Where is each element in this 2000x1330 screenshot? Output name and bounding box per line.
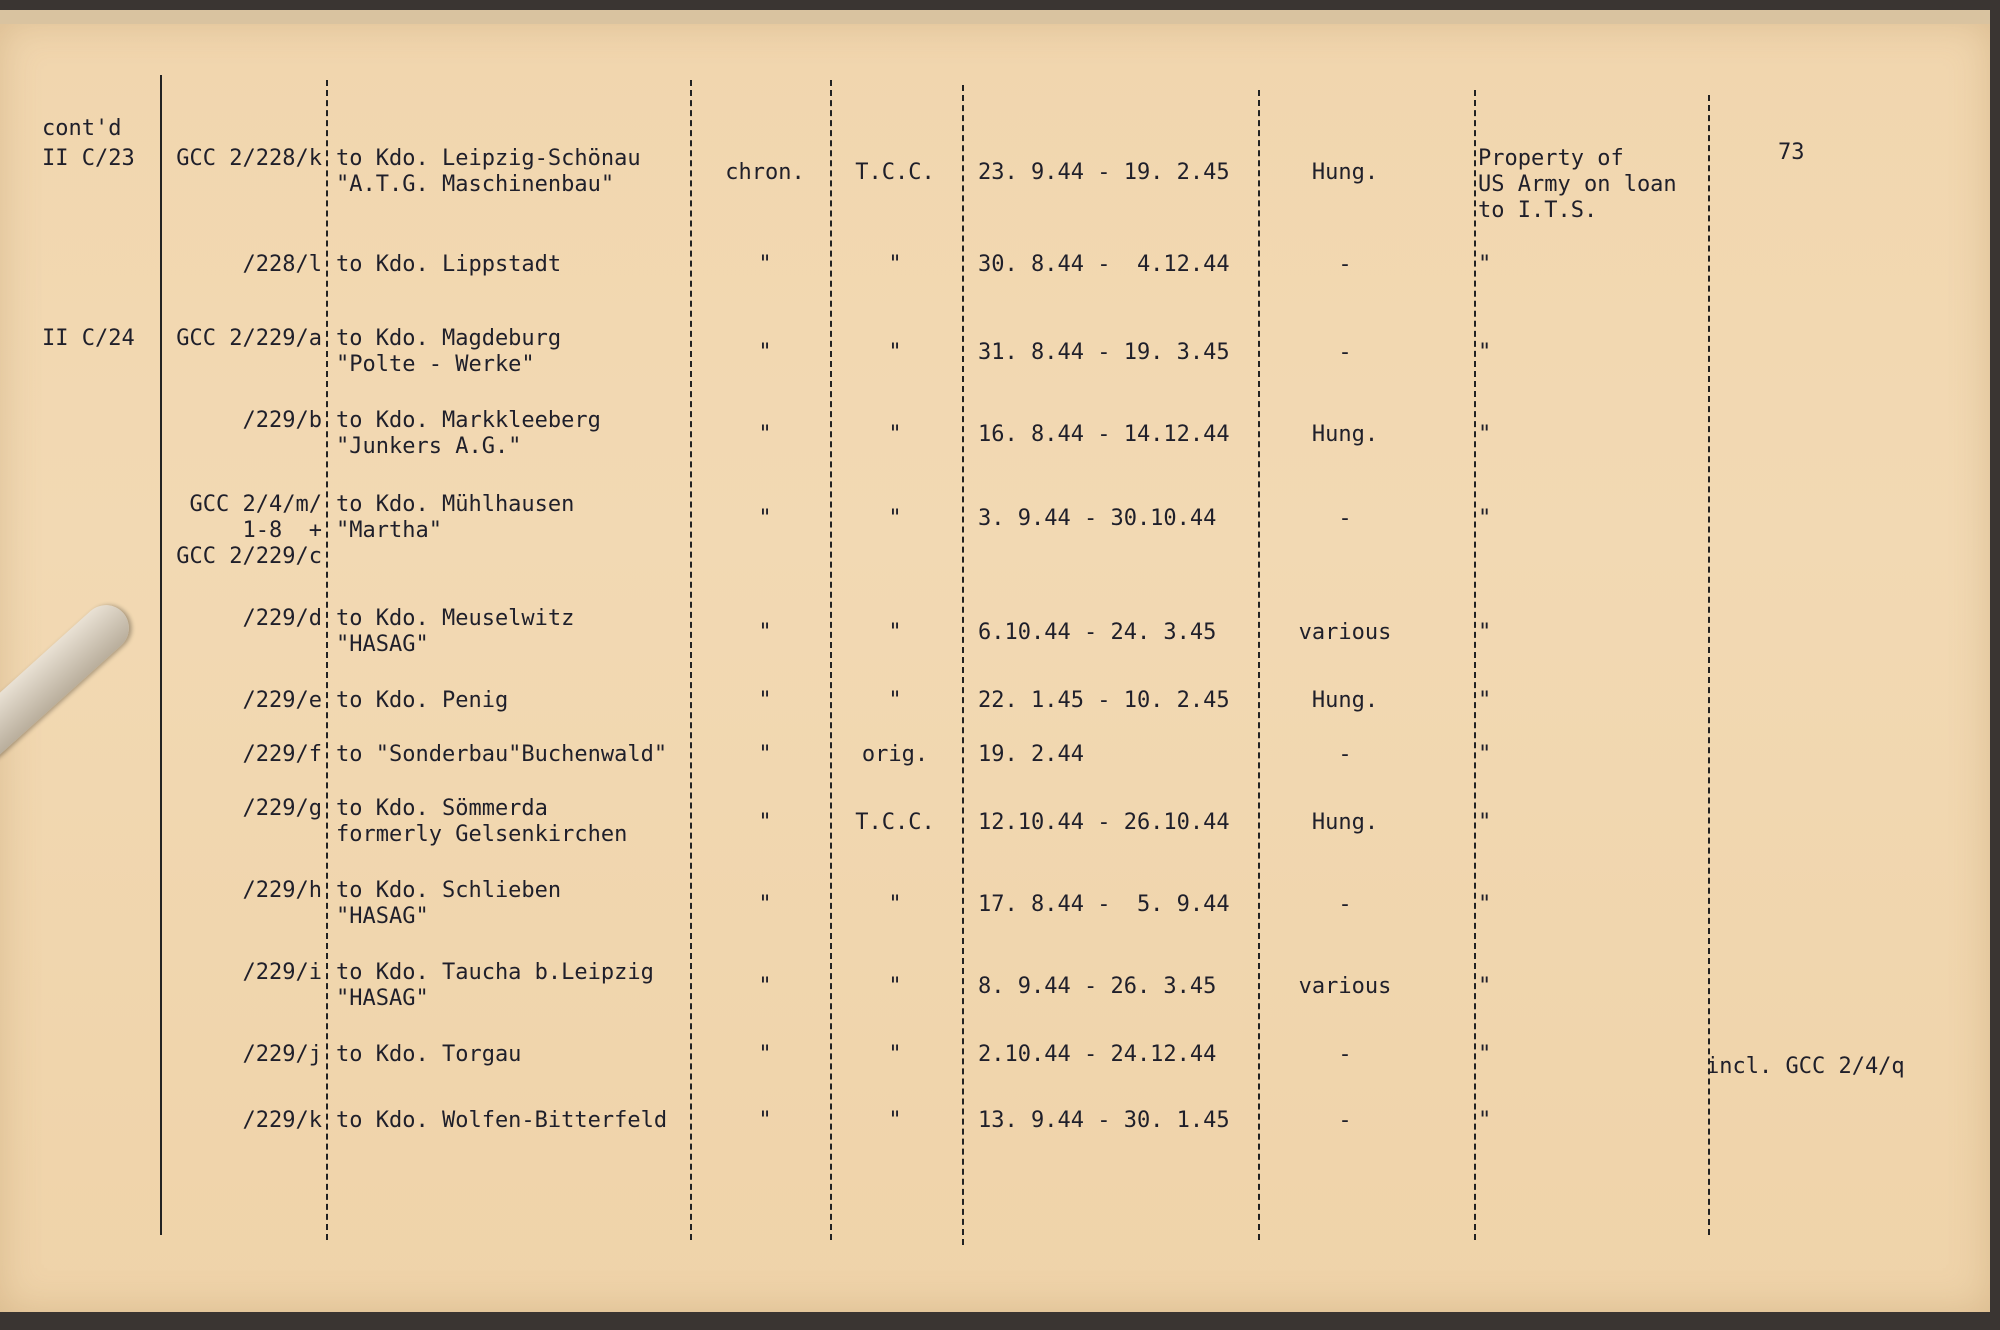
cell-lang: Hung. — [1311, 810, 1379, 835]
cell-remark: " — [1478, 252, 1492, 277]
cell-remark: " — [1478, 422, 1492, 447]
cell-lang: various — [1298, 620, 1392, 645]
cell-lang: Hung. — [1311, 160, 1379, 185]
cell-remark: " — [1478, 974, 1492, 999]
column-rule-1 — [160, 75, 162, 1235]
cell-dates: 19. 2.44 — [978, 742, 1084, 767]
cell-type: " — [758, 422, 772, 447]
cell-dest: to Kdo. Markkleeberg "Junkers A.G." — [336, 408, 601, 459]
column-rule-2 — [326, 80, 328, 1240]
cell-file: GCC 2/228/k — [176, 146, 322, 171]
cell-remark: " — [1478, 340, 1492, 365]
cell-file: /229/k — [242, 1108, 322, 1133]
cell-file: /229/d — [242, 606, 322, 631]
cell-remark: " — [1478, 1108, 1492, 1133]
column-rule-3 — [690, 80, 692, 1240]
cell-dest: to Kdo. Sömmerda formerly Gelsenkirchen — [336, 796, 628, 847]
cell-dest: to Kdo. Meuselwitz "HASAG" — [336, 606, 575, 657]
cell-dates: 13. 9.44 - 30. 1.45 — [978, 1108, 1230, 1133]
cell-file: /229/e — [242, 688, 322, 713]
cell-file: /228/l — [242, 252, 322, 277]
cell-cond: " — [888, 974, 902, 999]
cell-type: " — [758, 974, 772, 999]
cell-dates: 12.10.44 - 26.10.44 — [978, 810, 1230, 835]
cell-dest: to Kdo. Schlieben "HASAG" — [336, 878, 562, 929]
cell-type: " — [758, 252, 772, 277]
cell-dates: 30. 8.44 - 4.12.44 — [978, 252, 1230, 277]
cell-cond: " — [888, 620, 902, 645]
cell-type: " — [758, 810, 772, 835]
cell-dates: 6.10.44 - 24. 3.45 — [978, 620, 1217, 645]
cell-file: /229/j — [242, 1042, 322, 1067]
cell-lang: - — [1338, 340, 1352, 365]
cell-type: " — [758, 688, 772, 713]
cell-lang: - — [1338, 252, 1352, 277]
cell-cond: " — [888, 340, 902, 365]
cell-cond: " — [888, 252, 902, 277]
cell-cond: " — [888, 1042, 902, 1067]
cell-type: " — [758, 506, 772, 531]
cell-type: " — [758, 340, 772, 365]
cell-dest: to Kdo. Mühlhausen "Martha" — [336, 492, 575, 543]
cell-remark: " — [1478, 1042, 1492, 1067]
cell-dates: 16. 8.44 - 14.12.44 — [978, 422, 1230, 447]
page-edge — [0, 10, 1990, 24]
cell-cond: " — [888, 892, 902, 917]
cell-lang: - — [1338, 892, 1352, 917]
cell-dest: to Kdo. Lippstadt — [336, 252, 562, 277]
cell-dates: 22. 1.45 - 10. 2.45 — [978, 688, 1230, 713]
cell-remark: " — [1478, 810, 1492, 835]
column-rule-7 — [1474, 90, 1476, 1240]
cell-remark: " — [1478, 742, 1492, 767]
cell-dates: 2.10.44 - 24.12.44 — [978, 1042, 1217, 1067]
cell-remark: Property of US Army on loan to I.T.S. — [1478, 146, 1677, 223]
cell-file: GCC 2/229/a — [176, 326, 322, 351]
cell-cond: " — [888, 506, 902, 531]
cell-lang: - — [1338, 742, 1352, 767]
cell-dates: 23. 9.44 - 19. 2.45 — [978, 160, 1230, 185]
cell-dest: to Kdo. Torgau — [336, 1042, 522, 1067]
cell-cond: orig. — [861, 742, 929, 767]
cell-remark: " — [1478, 892, 1492, 917]
cell-dest: to "Sonderbau"Buchenwald" — [336, 742, 668, 767]
cell-cond: " — [888, 688, 902, 713]
cell-file: /229/i — [242, 960, 322, 985]
column-rule-6 — [1258, 90, 1260, 1240]
cell-type: " — [758, 1042, 772, 1067]
cell-dest: to Kdo. Magdeburg "Polte - Werke" — [336, 326, 562, 377]
cell-file: /229/b — [242, 408, 322, 433]
cell-lang: various — [1298, 974, 1392, 999]
column-rule-5 — [962, 85, 964, 1245]
cell-file: /229/f — [242, 742, 322, 767]
cell-ref: II C/24 — [42, 326, 135, 351]
cell-type: " — [758, 742, 772, 767]
cell-dest: to Kdo. Leipzig-Schönau "A.T.G. Maschinenbau" — [336, 146, 641, 197]
cell-cond: " — [888, 422, 902, 447]
cell-remark: " — [1478, 688, 1492, 713]
cell-lang: - — [1338, 1042, 1352, 1067]
page-number: 73 — [1778, 140, 1805, 165]
cell-file: GCC 2/4/m/ 1-8 + GCC 2/229/c — [176, 492, 322, 569]
cell-ref: II C/23 — [42, 146, 135, 171]
cell-dates: 17. 8.44 - 5. 9.44 — [978, 892, 1230, 917]
cell-dates: 3. 9.44 - 30.10.44 — [978, 506, 1217, 531]
cell-lang: - — [1338, 506, 1352, 531]
cell-remark: " — [1478, 620, 1492, 645]
cell-dates: 8. 9.44 - 26. 3.45 — [978, 974, 1217, 999]
cell-type: " — [758, 892, 772, 917]
cell-remark: " — [1478, 506, 1492, 531]
cell-file: /229/h — [242, 878, 322, 903]
cell-type: chron. — [725, 160, 805, 185]
cell-note: incl. GCC 2/4/q — [1706, 1054, 1905, 1079]
cell-dates: 31. 8.44 - 19. 3.45 — [978, 340, 1230, 365]
cell-type: " — [758, 1108, 772, 1133]
cell-dest: to Kdo. Penig — [336, 688, 509, 713]
cell-lang: Hung. — [1311, 688, 1379, 713]
cell-lang: Hung. — [1311, 422, 1379, 447]
contd-label: cont'd — [42, 116, 122, 141]
cell-type: " — [758, 620, 772, 645]
cell-file: /229/g — [242, 796, 322, 821]
cell-cond: " — [888, 1108, 902, 1133]
cell-dest: to Kdo. Wolfen-Bitterfeld — [336, 1108, 668, 1133]
cell-cond: T.C.C. — [855, 810, 935, 835]
cell-dest: to Kdo. Taucha b.Leipzig "HASAG" — [336, 960, 654, 1011]
column-rule-4 — [830, 80, 832, 1240]
cell-cond: T.C.C. — [855, 160, 935, 185]
cell-lang: - — [1338, 1108, 1352, 1133]
